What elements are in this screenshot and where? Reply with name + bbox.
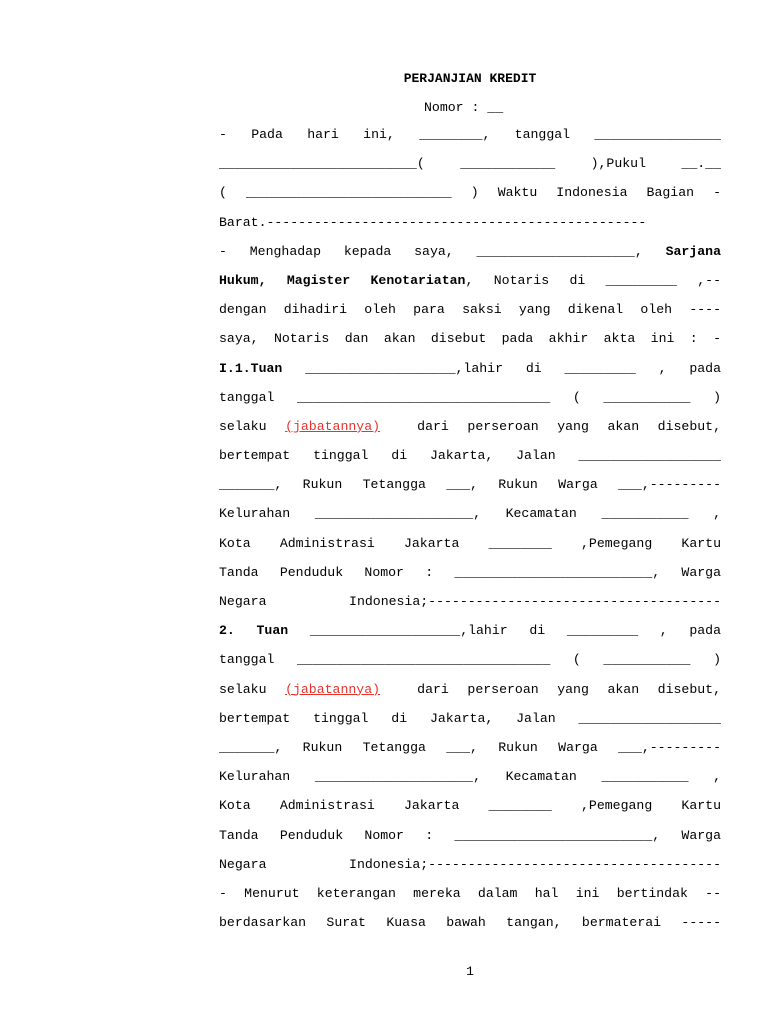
text-line: Tanda Penduduk Nomor : _________________________, Warga	[219, 827, 721, 843]
text-line: - Pada hari ini, ________, tanggal ________________	[219, 127, 721, 142]
text-line: bertempat tinggal di Jakarta, Jalan __________________	[219, 448, 721, 464]
text-line: _________________________( ____________ ),Pukul __.__	[219, 156, 721, 172]
placeholder-jabatan: (jabatannya)	[285, 418, 381, 434]
party-heading: I.1.Tuan	[219, 360, 283, 376]
text-segment: - Menghadap kepada saya, ____________________,	[219, 243, 666, 259]
text-line: saya, Notaris dan akan disebut pada akhir akta ini : -	[219, 331, 721, 347]
text-line	[219, 412, 721, 441]
text-line: Tanda Penduduk Nomor : _________________________, Warga	[219, 564, 721, 580]
text-line: berdasarkan Surat Kuasa bawah tangan, bermaterai -----	[219, 915, 721, 931]
text-line: _______, Rukun Tetangga ___, Rukun Warga ___,---------	[219, 477, 721, 493]
bold-text: Hukum, Magister Kenotariatan	[219, 272, 466, 288]
text-line: Negara Indonesia;-------------------------------------	[219, 594, 721, 609]
document-number: Nomor : __	[424, 100, 504, 115]
text-line: Kelurahan ____________________, Kecamatan ___________ ,	[219, 769, 721, 785]
text-line: - Menurut keterangan mereka dalam hal ini bertindak --	[219, 885, 721, 901]
text-line: bertempat tinggal di Jakarta, Jalan __________________	[219, 710, 721, 726]
text-line: ( __________________________ ) Waktu Indonesia Bagian -	[219, 185, 721, 201]
page-number: 1	[466, 964, 474, 979]
text-line	[219, 675, 721, 704]
text-segment: , Notaris di _________ ,--	[465, 272, 721, 288]
text-segment: selaku	[219, 418, 286, 434]
text-segment: ___________________,lahir di _________ , pada	[282, 360, 721, 376]
text-line: Negara Indonesia;-------------------------------------	[219, 856, 721, 872]
text-segment: dari perseroan yang akan disebut,	[380, 418, 721, 434]
text-line	[219, 237, 721, 266]
text-segment: selaku	[219, 681, 286, 697]
text-line: tanggal ________________________________ ( ___________ )	[219, 652, 721, 668]
text-line: Kelurahan ____________________, Kecamatan ___________ ,	[219, 506, 721, 522]
text-segment: ___________________,lahir di _________ , pada	[288, 623, 721, 639]
text-line: Kota Administrasi Jakarta ________ ,Pemegang Kartu	[219, 535, 721, 551]
bold-text: Sarjana	[665, 243, 721, 259]
text-line: Barat.------------------------------------------------	[219, 214, 647, 230]
text-line	[219, 266, 721, 295]
document-title: PERJANJIAN KREDIT	[403, 71, 537, 86]
placeholder-jabatan: (jabatannya)	[285, 681, 381, 697]
document-body	[219, 120, 721, 937]
text-line: dengan dihadiri oleh para saksi yang dikenal oleh ----	[219, 302, 721, 318]
text-line: Kota Administrasi Jakarta ________ ,Pemegang Kartu	[219, 798, 721, 814]
text-line: tanggal ________________________________ ( ___________ )	[219, 389, 721, 405]
text-line: _______, Rukun Tetangga ___, Rukun Warga ___,---------	[219, 739, 721, 755]
party-heading: 2. Tuan	[219, 623, 289, 639]
text-segment: dari perseroan yang akan disebut,	[380, 681, 721, 697]
text-line	[219, 616, 721, 645]
text-line	[219, 354, 721, 383]
